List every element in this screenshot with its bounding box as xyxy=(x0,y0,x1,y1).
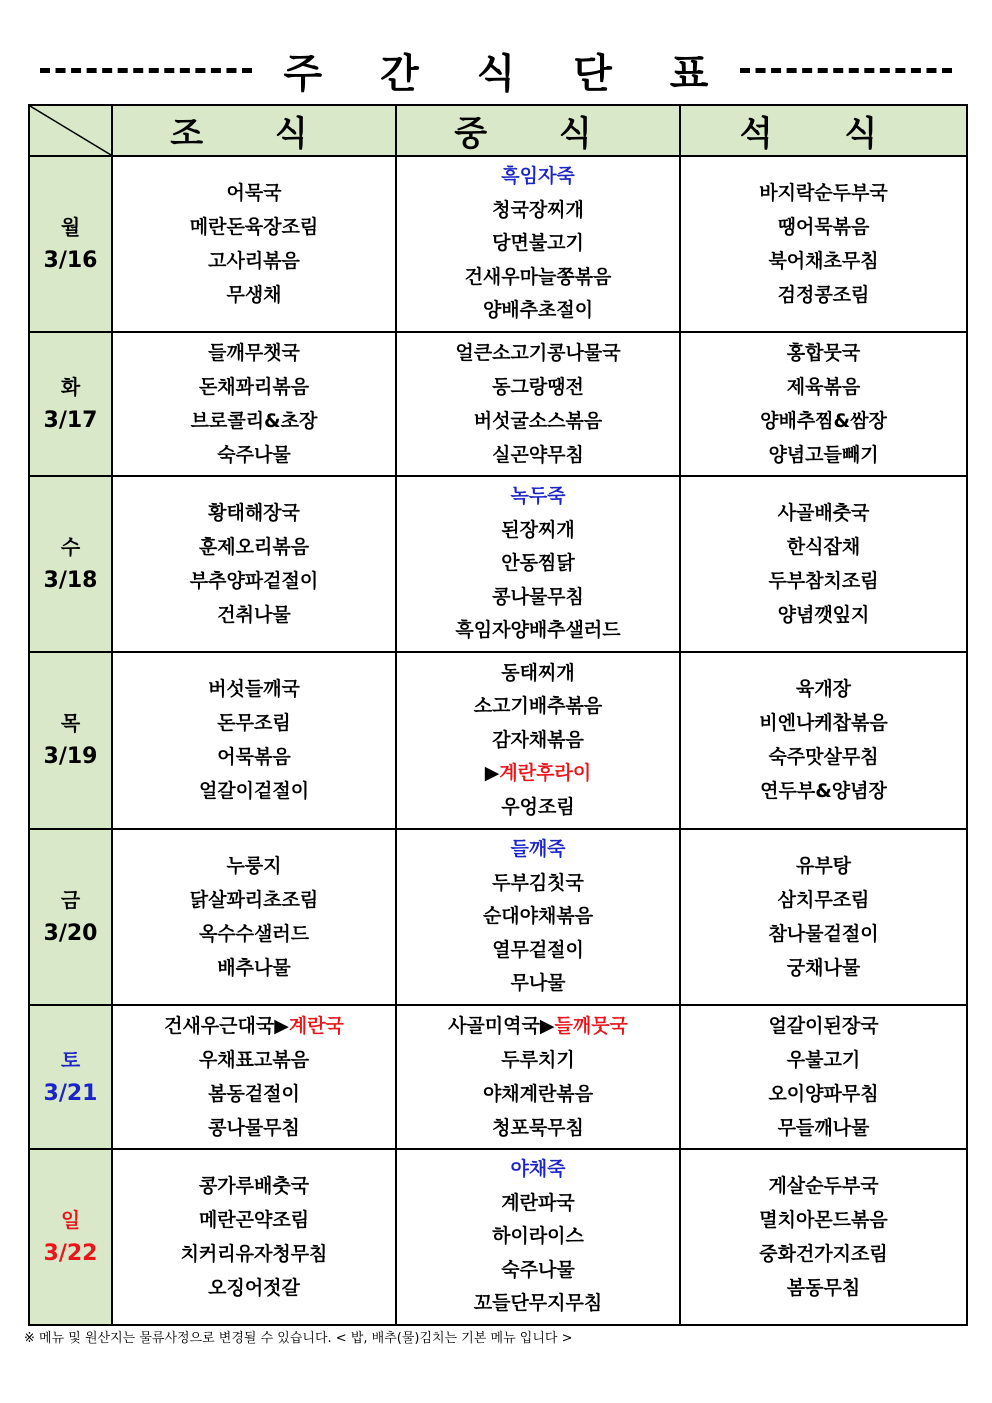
porridge-item: 흑임자죽 xyxy=(501,165,575,188)
day-cell xyxy=(29,332,112,476)
menu-item: 야채계란볶음 xyxy=(482,1082,594,1105)
menu-item: 우불고기 xyxy=(786,1048,861,1071)
diagonal-line xyxy=(30,106,111,155)
menu-item: 옥수수샐러드 xyxy=(198,922,310,945)
menu-item: 청국장찌개 xyxy=(492,198,584,221)
menu-item: 건취나물 xyxy=(217,604,291,627)
menu-item: 청포묵무침 xyxy=(492,1116,584,1139)
dinner-cell xyxy=(680,476,967,652)
menu-item: 멸치아몬드볶음 xyxy=(759,1208,888,1231)
menu-item: 돈채꽈리볶음 xyxy=(198,376,310,399)
menu-item-with-alt xyxy=(113,1009,395,1043)
menu-item: 고사리볶음 xyxy=(208,250,300,273)
menu-item: 안동찜닭 xyxy=(501,552,575,575)
menu-item: 들깨무챗국 xyxy=(208,342,300,365)
menu-item: 실곤약무침 xyxy=(492,444,584,467)
row-saturday xyxy=(29,1005,967,1149)
dinner-cell xyxy=(680,332,967,476)
day-date: 3/20 xyxy=(43,920,98,946)
corner-cell xyxy=(29,105,112,156)
menu-item: 열무겉절이 xyxy=(492,938,584,961)
page-title: 주 간 식 단 표 xyxy=(283,50,731,97)
lunch-cell xyxy=(396,652,680,828)
porridge-item: 들깨죽 xyxy=(510,838,566,861)
menu-item: 비엔나케찹볶음 xyxy=(759,712,888,735)
menu-item: 어묵볶음 xyxy=(217,746,291,769)
menu-item: 건새우마늘쫑볶음 xyxy=(464,265,612,288)
day-cell xyxy=(29,1149,112,1325)
menu-item: 버섯굴소스볶음 xyxy=(473,410,603,433)
breakfast-cell xyxy=(112,829,396,1005)
row-sunday xyxy=(29,1149,967,1325)
header-row xyxy=(29,105,967,156)
arrow-marker-icon: ▶ xyxy=(539,1014,555,1037)
menu-item: 동태찌개 xyxy=(501,661,575,684)
day-date: 3/22 xyxy=(43,1240,98,1266)
breakfast-cell xyxy=(112,1005,396,1149)
porridge-item: 야채죽 xyxy=(510,1158,566,1181)
menu-item: 오이양파무침 xyxy=(768,1082,879,1105)
menu-item-special xyxy=(397,757,679,791)
menu-item: 양배추초절이 xyxy=(482,299,594,322)
header-dinner: 석 식 xyxy=(680,105,967,156)
lunch-cell xyxy=(396,1149,680,1325)
day-label: 월 xyxy=(60,215,81,240)
day-cell xyxy=(29,1005,112,1149)
menu-item: 사골배춧국 xyxy=(777,502,870,525)
menu-item: 숙주나물 xyxy=(217,444,291,467)
menu-item: 흑임자양배추샐러드 xyxy=(455,619,621,642)
menu-item: 훈제오리볶음 xyxy=(198,536,310,559)
arrow-marker-icon: ▶ xyxy=(274,1014,289,1037)
breakfast-cell xyxy=(112,1149,396,1325)
dinner-cell xyxy=(680,1005,967,1149)
breakfast-cell xyxy=(112,156,396,332)
menu-item: 양념깻잎지 xyxy=(777,604,870,627)
menu-item: 얼갈이겉절이 xyxy=(198,780,310,803)
dinner-cell xyxy=(680,652,967,828)
menu-item: 봄동겉절이 xyxy=(208,1082,300,1105)
day-cell xyxy=(29,476,112,652)
menu-item: 우엉조림 xyxy=(501,795,575,818)
menu-item: 콩나물무침 xyxy=(492,585,584,608)
porridge-item: 녹두죽 xyxy=(510,485,566,508)
lunch-cell xyxy=(396,332,680,476)
breakfast-cell xyxy=(112,652,396,828)
lunch-cell xyxy=(396,476,680,652)
menu-item: 버섯들깨국 xyxy=(208,678,300,701)
dinner-cell xyxy=(680,829,967,1005)
menu-item: 감자채볶음 xyxy=(492,728,584,751)
row-monday xyxy=(29,156,967,332)
menu-item: 한식잡채 xyxy=(786,536,861,559)
menu-item: 순대야채볶음 xyxy=(482,905,594,928)
menu-item: 제육볶음 xyxy=(786,376,861,399)
menu-item: 얼갈이된장국 xyxy=(768,1014,879,1037)
menu-item: 양념고들빼기 xyxy=(768,444,879,467)
dinner-cell xyxy=(680,156,967,332)
dinner-cell xyxy=(680,1149,967,1325)
menu-item-with-alt xyxy=(397,1009,679,1043)
row-thursday xyxy=(29,652,967,828)
menu-item: 메란곤약조림 xyxy=(198,1208,310,1231)
menu-item: 어묵국 xyxy=(226,182,282,205)
day-label: 금 xyxy=(60,887,81,912)
menu-item: 부추양파겉절이 xyxy=(189,570,319,593)
day-label: 일 xyxy=(60,1207,81,1232)
lunch-cell xyxy=(396,156,680,332)
menu-item: 양배추찜&쌈장 xyxy=(760,410,887,433)
menu-item: 삼치무조림 xyxy=(777,888,870,911)
menu-item: 중화건가지조림 xyxy=(759,1242,888,1265)
day-date: 3/21 xyxy=(43,1080,98,1106)
menu-item: 당면불고기 xyxy=(492,232,584,255)
title-dash-right xyxy=(740,68,952,73)
row-wednesday xyxy=(29,476,967,652)
menu-item: 소고기배추볶음 xyxy=(473,695,603,718)
menu-item: 누룽지 xyxy=(226,854,282,877)
menu-item: 황태해장국 xyxy=(208,502,300,525)
menu-item: 북어채초무침 xyxy=(768,250,879,273)
menu-item: 치커리유자청무침 xyxy=(180,1242,328,1265)
row-tuesday xyxy=(29,332,967,476)
menu-item: 하이라이스 xyxy=(492,1225,584,1248)
menu-item: 무생채 xyxy=(226,284,282,307)
day-label: 화 xyxy=(60,375,81,400)
day-date: 3/19 xyxy=(43,744,98,770)
menu-item: 홍합뭇국 xyxy=(786,342,861,365)
menu-item: 오징어젓갈 xyxy=(208,1276,300,1299)
menu-item: 무들깨나물 xyxy=(777,1116,870,1139)
menu-item: 계란파국 xyxy=(501,1191,575,1214)
menu-item: 브로콜리&초장 xyxy=(190,410,318,433)
day-label: 토 xyxy=(60,1047,81,1072)
menu-item: 동그랑땡전 xyxy=(492,376,584,399)
menu-item: 우채표고볶음 xyxy=(198,1048,310,1071)
menu-item: 육개장 xyxy=(795,678,852,701)
menu-item: 숙주맛살무침 xyxy=(768,746,879,769)
day-label: 수 xyxy=(60,535,81,560)
menu-item: 메란돈육장조림 xyxy=(189,216,319,239)
breakfast-cell xyxy=(112,332,396,476)
footnote: ※ 메뉴 및 원산지는 물류사정으로 변경될 수 있습니다. < 밥, 배추(물)김치는 기본 메뉴 입니다 > xyxy=(24,1331,573,1346)
menu-item: 돈무조림 xyxy=(217,712,291,735)
weekly-menu-table xyxy=(28,104,968,1326)
title-dash-left xyxy=(40,68,252,73)
menu-item: 유부탕 xyxy=(795,854,852,877)
menu-item: 바지락순두부국 xyxy=(759,182,888,205)
menu-item: 연두부&양념장 xyxy=(760,780,887,803)
menu-item: 콩나물무침 xyxy=(208,1116,300,1139)
day-cell xyxy=(29,829,112,1005)
lunch-cell xyxy=(396,829,680,1005)
menu-item: 봄동무침 xyxy=(786,1276,861,1299)
row-friday xyxy=(29,829,967,1005)
menu-item: 무나물 xyxy=(510,972,566,995)
menu-item: 땡어묵볶음 xyxy=(777,216,870,239)
main-item: 사골미역국 xyxy=(448,1014,540,1037)
breakfast-cell xyxy=(112,476,396,652)
menu-item: 두부참치조림 xyxy=(768,570,879,593)
menu-item: 된장찌개 xyxy=(501,518,575,541)
menu-item: 두부김칫국 xyxy=(492,871,584,894)
menu-item: 게살순두부국 xyxy=(768,1174,879,1197)
header-breakfast: 조 식 xyxy=(112,105,396,156)
menu-item: 두루치기 xyxy=(501,1048,575,1071)
menu-item: 배추나물 xyxy=(217,956,291,979)
menu-item: 참나물겉절이 xyxy=(768,922,879,945)
special-item: 계란후라이 xyxy=(499,762,592,785)
menu-item: 검정콩조림 xyxy=(777,284,870,307)
header-lunch: 중 식 xyxy=(396,105,680,156)
menu-item: 궁채나물 xyxy=(786,956,861,979)
day-label: 목 xyxy=(60,711,81,736)
main-item: 건새우근대국 xyxy=(164,1014,275,1037)
day-cell xyxy=(29,156,112,332)
page-title-row xyxy=(30,40,962,100)
arrow-marker-icon: ▶ xyxy=(484,762,500,785)
day-cell xyxy=(29,652,112,828)
menu-item: 얼큰소고기콩나물국 xyxy=(455,342,621,365)
day-date: 3/18 xyxy=(43,568,98,594)
alt-item: 들깨뭇국 xyxy=(554,1014,628,1037)
day-date: 3/17 xyxy=(43,408,98,434)
menu-item: 콩가루배춧국 xyxy=(198,1174,310,1197)
menu-item: 꼬들단무지무침 xyxy=(473,1292,603,1315)
menu-item: 숙주나물 xyxy=(501,1258,575,1281)
lunch-cell xyxy=(396,1005,680,1149)
day-date: 3/16 xyxy=(43,248,98,274)
alt-item: 계란국 xyxy=(288,1014,344,1037)
menu-item: 닭살꽈리초조림 xyxy=(189,888,319,911)
